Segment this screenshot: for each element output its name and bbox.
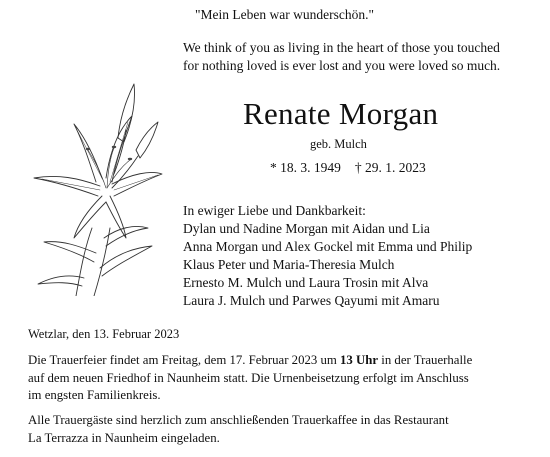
birth-date: * 18. 3. 1949: [270, 160, 341, 175]
lily-flower-illustration: [14, 78, 164, 296]
family-member: Anna Morgan und Alex Gockel mit Emma und Philip: [183, 239, 473, 254]
poem-line: for nothing loved is ever lost and you were loved so much.: [183, 57, 501, 73]
family-member: Dylan und Nadine Morgan mit Aidan und Lia: [183, 221, 430, 236]
family-member: Laura J. Mulch und Parwes Qayumi mit Amaru: [183, 293, 440, 308]
life-dates: [270, 160, 426, 176]
family-member: Klaus Peter und Maria-Theresia Mulch: [183, 257, 395, 272]
funeral-text: in der Trauerhalle: [378, 353, 473, 367]
funeral-line: auf dem neuen Friedhof in Naunheim statt. Die Urnenbeisetzung erfolgt im Anschluss: [28, 370, 469, 385]
family-member: Ernesto M. Mulch und Laura Trosin mit Alva: [183, 275, 429, 290]
quote: "Mein Leben war wunderschön.": [195, 7, 374, 22]
funeral-line: im engsten Familienkreis.: [28, 388, 161, 402]
funeral-time: 13 Uhr: [340, 353, 379, 367]
funeral-line: [28, 352, 472, 370]
poem-line: We think of you as living in the heart of those you touched: [183, 40, 500, 55]
maiden-name: geb. Mulch: [310, 137, 367, 151]
reception-line: Alle Trauergäste sind herzlich zum anschließenden Trauerkaffee in das Restaurant: [28, 413, 449, 427]
poem: [183, 39, 500, 74]
reception-line: La Terrazza in Naunheim eingeladen.: [28, 430, 220, 445]
deceased-name: Renate Morgan: [243, 96, 439, 131]
funeral-paragraph: [28, 352, 472, 405]
family-heading: In ewiger Liebe und Dankbarkeit:: [183, 203, 366, 218]
reception-paragraph: [28, 412, 449, 447]
family-list: [183, 202, 472, 310]
funeral-text: Die Trauerfeier findet am Freitag, dem 17. Februar 2023 um: [28, 353, 341, 367]
place-date: Wetzlar, den 13. Februar 2023: [28, 327, 180, 341]
death-date: † 29. 1. 2023: [354, 160, 426, 175]
